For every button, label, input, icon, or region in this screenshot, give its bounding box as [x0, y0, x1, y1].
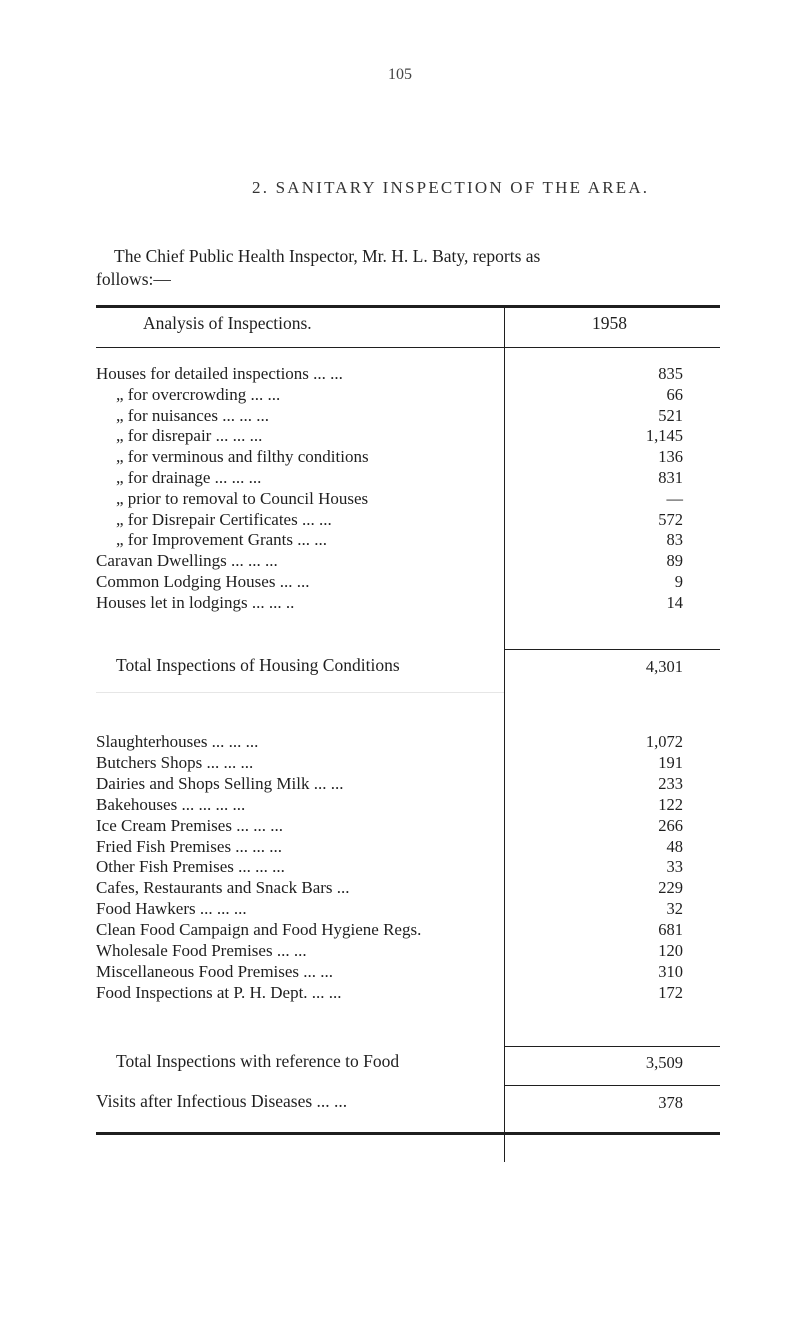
row-label: „ for verminous and filthy conditions	[116, 447, 369, 467]
table-row	[0, 940, 800, 961]
row-label: „ for drainage ... ... ...	[116, 468, 262, 487]
row-value: 1,072	[645, 732, 683, 751]
page-number: 105	[388, 66, 412, 83]
table-row	[0, 509, 800, 530]
row-label: Food Inspections at P. H. Dept. ... ...	[96, 982, 342, 1002]
row-value: 66	[666, 384, 683, 404]
table-row	[0, 815, 800, 836]
row-label: „ for disrepair ... ... ...	[116, 426, 263, 446]
table-row	[0, 856, 800, 877]
header-bottom-rule	[96, 347, 720, 348]
row-label: „ prior to removal to Council Houses	[116, 488, 369, 508]
row-value: 33	[666, 857, 683, 877]
row-value: 120	[658, 941, 683, 960]
table-row	[0, 919, 800, 940]
row-value: 681	[658, 920, 683, 940]
row-value: 191	[658, 752, 683, 772]
row-value: 266	[658, 815, 683, 835]
row-label: Butchers Shops ... ... ...	[96, 752, 254, 772]
food-total-rule	[504, 1046, 720, 1047]
row-value: 310	[658, 961, 683, 981]
row-label: Cafes, Restaurants and Snack Bars ...	[96, 878, 350, 898]
row-label: Wholesale Food Premises ... ...	[96, 941, 307, 960]
row-label: Fried Fish Premises ... ... ...	[96, 836, 283, 856]
table-row	[0, 571, 800, 592]
row-label: Caravan Dwellings ... ... ...	[96, 551, 278, 571]
table-row	[0, 752, 800, 773]
row-label: Clean Food Campaign and Food Hygiene Regs.	[96, 920, 422, 940]
row-label: Food Hawkers ... ... ...	[96, 899, 247, 919]
row-label: „ for overcrowding ... ...	[116, 384, 281, 404]
row-value: 9	[674, 572, 683, 591]
row-value: 14	[666, 592, 683, 612]
table-row	[0, 550, 800, 571]
table-row	[0, 592, 800, 613]
row-value: 831	[658, 468, 683, 487]
row-value: 89	[666, 551, 683, 571]
table-bottom-rule	[96, 1132, 720, 1135]
intro-paragraph	[96, 245, 720, 291]
row-label: Bakehouses ... ... ... ...	[96, 794, 246, 814]
row-value: 136	[658, 447, 683, 467]
housing-total-value: 4,301	[645, 657, 683, 676]
row-value: 229	[658, 878, 683, 898]
intro-line-2: follows:—	[96, 269, 171, 289]
food-total-value: 3,509	[645, 1053, 683, 1072]
row-label: Common Lodging Houses ... ...	[96, 572, 310, 591]
table-row	[0, 773, 800, 794]
table-row	[0, 446, 800, 467]
row-value: 835	[658, 364, 683, 383]
table-row	[0, 898, 800, 919]
row-value: 83	[666, 530, 683, 550]
table-row	[0, 731, 800, 752]
row-label: „ for nuisances ... ... ...	[116, 405, 269, 425]
intro-line-1: The Chief Public Health Inspector, Mr. H. L. Baty, reports as	[114, 246, 541, 266]
row-value: 1,145	[645, 426, 683, 446]
visits-value: 378	[658, 1093, 683, 1112]
row-label: Houses let in lodgings ... ... ..	[96, 592, 295, 612]
table-row	[0, 836, 800, 857]
table-row	[0, 529, 800, 550]
row-label: Dairies and Shops Selling Milk ... ...	[96, 773, 344, 793]
row-value: 32	[666, 899, 683, 919]
row-value: 233	[658, 773, 683, 793]
row-label: Ice Cream Premises ... ... ...	[96, 815, 283, 835]
column-header-analysis: Analysis of Inspections.	[143, 313, 312, 333]
row-value: 122	[658, 794, 683, 814]
table-row	[0, 384, 800, 405]
row-label: „ for Disrepair Certificates ... ...	[116, 509, 332, 529]
housing-total-rule	[504, 649, 720, 650]
table-row	[0, 982, 800, 1003]
food-total-label: Total Inspections with reference to Food	[116, 1051, 400, 1071]
visits-label: Visits after Infectious Diseases ... ...	[96, 1091, 348, 1111]
table-row	[0, 488, 800, 509]
table-top-rule	[96, 305, 720, 308]
row-label: „ for Improvement Grants ... ...	[116, 530, 328, 550]
row-value: 521	[658, 405, 683, 425]
table-row	[0, 363, 800, 384]
row-label: Slaughterhouses ... ... ...	[96, 732, 259, 751]
row-value: —	[666, 488, 683, 508]
section-separator	[96, 692, 504, 693]
row-value: 48	[666, 836, 683, 856]
section-heading: 2. SANITARY INSPECTION OF THE AREA.	[252, 178, 650, 197]
row-label: Houses for detailed inspections ... ...	[96, 364, 343, 383]
table-row	[0, 794, 800, 815]
housing-total-label: Total Inspections of Housing Conditions	[116, 655, 400, 675]
table-row	[0, 467, 800, 488]
column-header-year: 1958	[592, 313, 627, 333]
row-label: Other Fish Premises ... ... ...	[96, 857, 285, 877]
row-value: 172	[658, 982, 683, 1002]
table-row	[0, 425, 800, 446]
visits-rule	[504, 1085, 720, 1086]
row-value: 572	[658, 509, 683, 529]
table-row	[0, 877, 800, 898]
table-row	[0, 961, 800, 982]
row-label: Miscellaneous Food Premises ... ...	[96, 961, 334, 981]
table-row	[0, 405, 800, 426]
